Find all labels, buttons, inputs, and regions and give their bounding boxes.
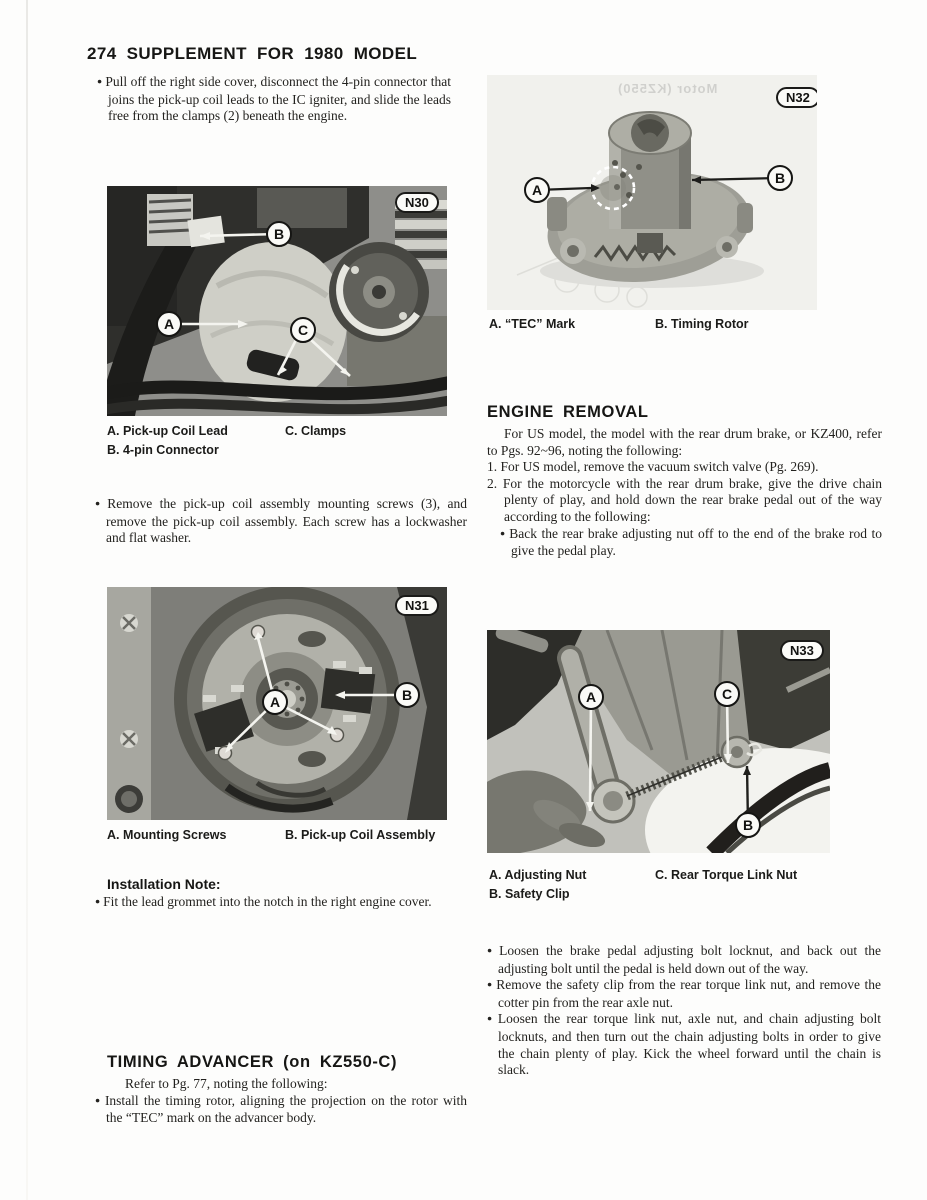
photo-scene-n33 xyxy=(487,630,830,853)
photo-n33 xyxy=(487,630,830,853)
paragraph-remove-screws: ● Remove the pick-up coil assembly mounting screws (3), and remove the pick-up coil assembly. Each screw has a lockwasher and flat washer. xyxy=(95,496,467,547)
engine-removal-step-1 xyxy=(487,459,882,476)
figure-captions xyxy=(489,315,819,334)
timing-advancer-section xyxy=(95,1053,467,1127)
caption-a: A. “TEC” Mark xyxy=(489,317,576,331)
callout-b: B xyxy=(735,812,761,838)
caption-c: C. Clamps xyxy=(285,424,347,438)
figure-n32 xyxy=(487,75,817,331)
engine-removal-intro: For US model, the model with the rear drum brake, or KZ400, refer to Pgs. 92~96, noting the following: xyxy=(487,426,882,458)
timing-advancer-heading: TIMING ADVANCER (on KZ550-C) xyxy=(107,1053,398,1071)
figure-captions xyxy=(107,422,447,460)
engine-removal-section xyxy=(487,403,882,560)
bullet-loosen-torque-link: ● Loosen the rear torque link nut, axle nut, and chain adjusting bolt locknuts, and then turn out the chain adjusting bolts in order to give the chain plenty of play. Kick the wheel forward until the chain is slack. xyxy=(487,1011,881,1078)
caption-b: B. Pick-up Coil Assembly xyxy=(285,828,436,842)
installation-note-heading: Installation Note: xyxy=(107,876,221,892)
figure-number-tag: N32 xyxy=(776,87,817,108)
caption-a: A. Adjusting Nut xyxy=(489,868,587,882)
caption-b: B. Safety Clip xyxy=(489,887,570,901)
callout-a: A xyxy=(524,177,550,203)
callout-b: B xyxy=(266,221,292,247)
photo-n30 xyxy=(107,186,447,416)
callout-c: C xyxy=(290,317,316,343)
engine-removal-sub-bullet: ● Back the rear brake adjusting nut off to the end of the brake rod to give the pedal play. xyxy=(500,526,882,560)
callout-a: A xyxy=(262,689,288,715)
paragraph-pull-off-cover: ● Pull off the right side cover, disconnect the 4-pin connector that joins the pick-up coil leads to the IC igniter, and slide the leads free from the clamps (2) beneath the engine. xyxy=(97,74,451,125)
figure-n30 xyxy=(107,186,447,457)
engine-removal-heading: ENGINE REMOVAL xyxy=(487,403,649,421)
step-text: For US model, remove the vacuum switch valve (Pg. 269). xyxy=(500,459,819,475)
caption-b: B. 4-pin Connector xyxy=(107,443,219,457)
step-number: 2. xyxy=(487,475,498,491)
caption-b: B. Timing Rotor xyxy=(655,317,749,331)
photo-n32 xyxy=(487,75,817,310)
callout-b: B xyxy=(767,165,793,191)
figure-n31 xyxy=(107,587,447,842)
installation-note-section xyxy=(95,876,467,912)
scan-edge-artifact xyxy=(26,0,28,1200)
figure-n33 xyxy=(487,630,830,901)
callout-c: C xyxy=(714,681,740,707)
figure-number-tag: N30 xyxy=(395,192,439,213)
figure-captions xyxy=(107,826,447,845)
caption-a: A. Pick-up Coil Lead xyxy=(107,424,228,438)
page-title: 274 SUPPLEMENT FOR 1980 MODEL xyxy=(87,44,418,63)
figure-captions xyxy=(489,866,832,904)
callout-a: A xyxy=(156,311,182,337)
installation-note-bullet: ● Fit the lead grommet into the notch in the right engine cover. xyxy=(95,894,467,912)
figure-number-tag: N31 xyxy=(395,595,439,616)
bleed-through-text: Motor (KZ550) xyxy=(617,81,718,96)
step-number: 1. xyxy=(487,459,498,475)
figure-number-tag: N33 xyxy=(780,640,824,661)
bullet-remove-safety-clip: ● Remove the safety clip from the rear torque link nut, and remove the cotter pin from the rear axle nut. xyxy=(487,977,881,1011)
engine-removal-step-2 xyxy=(487,476,882,526)
photo-n31 xyxy=(107,587,447,820)
callout-a: A xyxy=(578,684,604,710)
timing-advancer-intro: Refer to Pg. 77, noting the following: xyxy=(125,1076,328,1091)
caption-c: C. Rear Torque Link Nut xyxy=(655,868,798,882)
step-text: For the motorcycle with the rear drum brake, give the drive chain plenty of play, and hold down the rear brake pedal out of the way according to the following: xyxy=(502,475,883,524)
callout-b: B xyxy=(394,682,420,708)
removal-steps-list xyxy=(487,943,881,1079)
caption-a: A. Mounting Screws xyxy=(107,828,227,842)
timing-advancer-bullet: ● Install the timing rotor, aligning the projection on the rotor with the “TEC” mark on the advancer body. xyxy=(95,1093,467,1127)
bullet-loosen-pedal: ● Loosen the brake pedal adjusting bolt locknut, and back out the adjusting bolt until the pedal is held down out of the way. xyxy=(487,943,881,977)
